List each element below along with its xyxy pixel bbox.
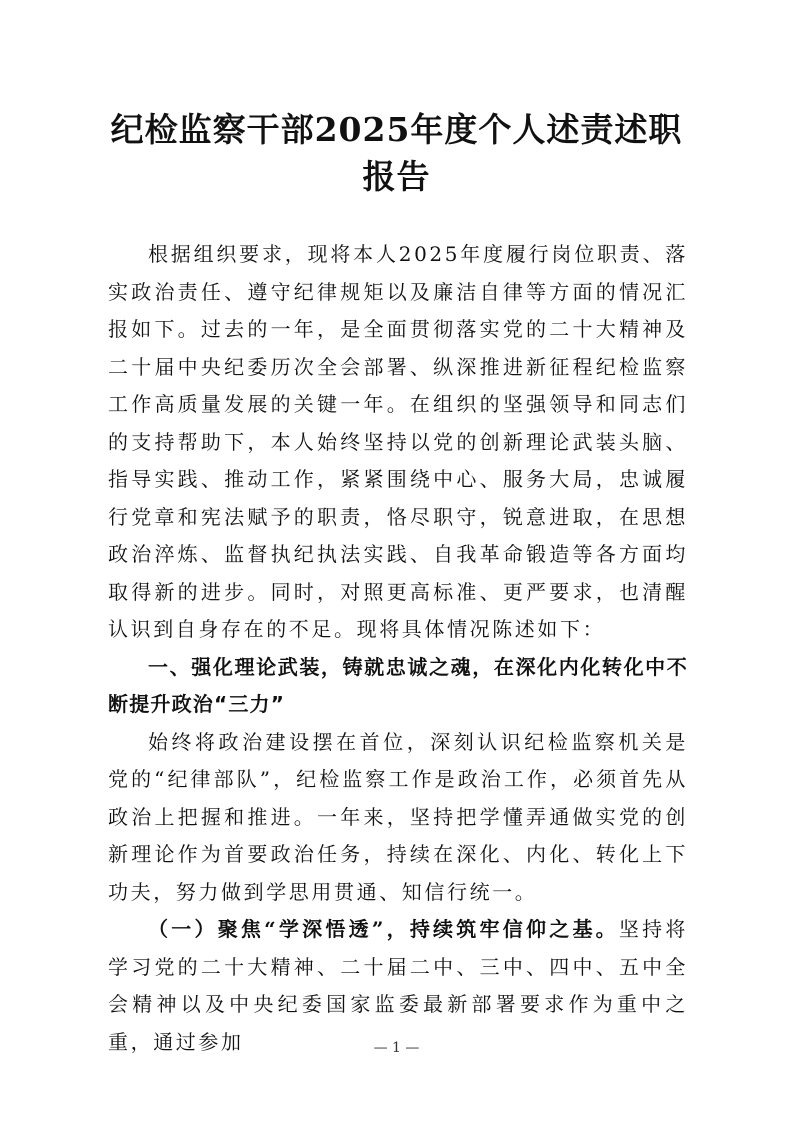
subsection-1-lead: （一）聚焦“学深悟透”，持续筑牢信仰之基。 (148, 917, 619, 941)
document-body (108, 236, 688, 1061)
document-title: 纪检监察干部2025年度个人述责述职报告 (110, 110, 683, 196)
section-1-paragraph: 始终将政治建设摆在首位，深刻认识纪检监察机关是党的“纪律部队”，纪检监察工作是政治工作，必须首先从政治上把握和推进。一年来，坚持把学懂弄通做实党的创新理论作为首要政治任务，持续在深化、内化、转化上下功夫，努力做到学思用贯通、知信行统一。 (108, 729, 688, 904)
intro-paragraph: 根据组织要求，现将本人2025年度履行岗位职责、落实政治责任、遵守纪律规矩以及廉洁自律等方面的情况汇报如下。过去的一年，是全面贯彻落实党的二十大精神及二十届中央纪委历次全会部署、纵深推进新征程纪检监察工作高质量发展的关键一年。在组织的坚强领导和同志们的支持帮助下，本人始终坚持以党的创新理论武装头脑、指导实践、推动工作，紧紧围绕中心、服务大局，忠诚履行党章和宪法赋予的职责，恪尽职守，锐意进取，在思想政治淬炼、监督执纪执法实践、自我革命锻造等各方面均取得新的进步。同时，对照更高标准、更严要求，也清醒认识到自身存在的不足。现将具体情况陈述如下： (108, 242, 688, 641)
page-number: — 1 — (373, 1040, 420, 1056)
section-heading-1: 一、强化理论武装，铸就忠诚之魂，在深化内化转化中不断提升政治“三力” (108, 654, 688, 716)
subsection-1-text: 坚持将学习党的二十大精神、二十届二中、三中、四中、五中全会精神以及中央纪委国家监委最新部署要求作为重中之重，通过参加 (108, 917, 688, 1054)
subsection-1-paragraph (108, 911, 688, 1061)
